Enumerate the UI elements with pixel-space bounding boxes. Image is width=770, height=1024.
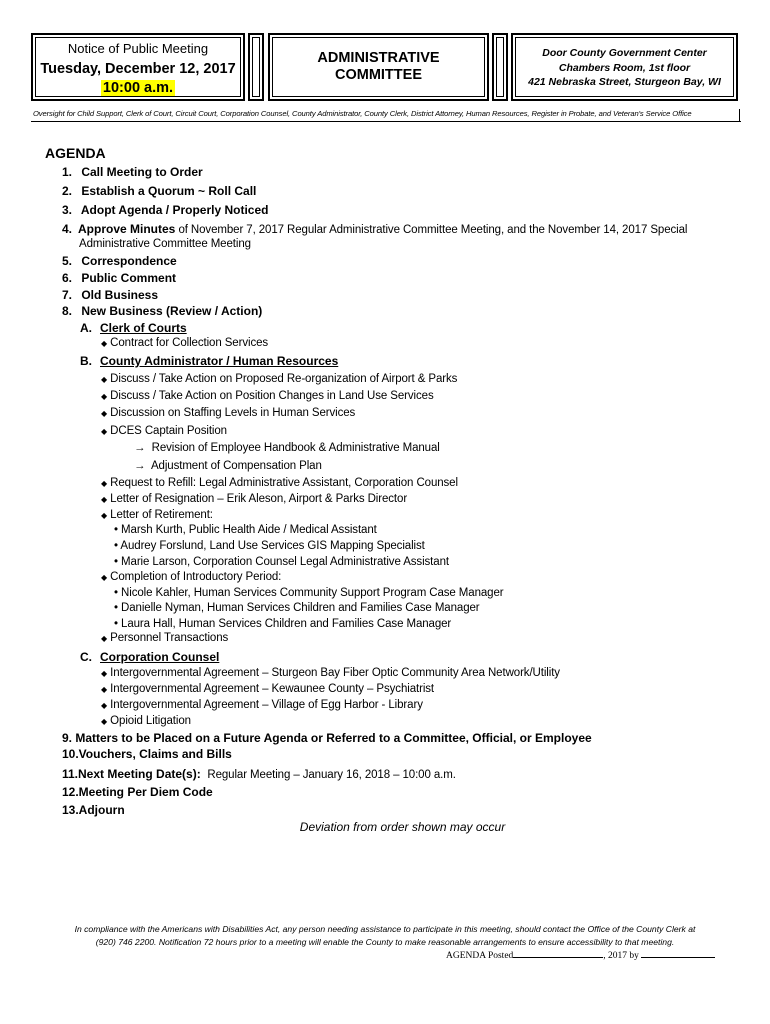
section-c-heading bbox=[80, 650, 219, 664]
oversight-text: Oversight for Child Support, Clerk of Court, Circuit Court, Corporation Counsel, County Administrator, County Clerk, District Attorney, Human Resources, Register in Probate, and Veteran's Service Office bbox=[33, 109, 692, 118]
section-title: Clerk of Courts bbox=[100, 321, 187, 335]
item-number: 4. bbox=[62, 222, 73, 236]
meeting-time: 10:00 a.m. bbox=[102, 80, 174, 96]
diamond-bullet-icon: ◆ bbox=[101, 701, 108, 710]
agenda-item-9: 9. Matters to be Placed on a Future Agenda or Referred to a Committee, Official, or Employee bbox=[62, 731, 592, 745]
meeting-date: Tuesday, December 12, 2017 bbox=[40, 61, 236, 77]
diamond-bullet-icon: ◆ bbox=[101, 717, 108, 726]
agenda-item-3 bbox=[62, 203, 268, 217]
diamond-bullet-icon: ◆ bbox=[101, 573, 108, 582]
posted-year: , 2017 by bbox=[603, 951, 639, 961]
item-label: Call Meeting to Order bbox=[81, 165, 203, 179]
dot-bullet-icon: • bbox=[114, 556, 118, 568]
section-b-item bbox=[101, 425, 227, 437]
committee-name-line1: ADMINISTRATIVE bbox=[317, 50, 440, 66]
section-c-item bbox=[101, 667, 560, 679]
posted-label: AGENDA Posted bbox=[446, 951, 514, 961]
item-text: Completion of Introductory Period: bbox=[110, 571, 282, 583]
item-number: 6. bbox=[62, 271, 73, 285]
item-text: Personnel Transactions bbox=[110, 632, 229, 644]
section-letter: C. bbox=[80, 650, 92, 664]
section-a-item bbox=[101, 337, 268, 349]
item-number: 2. bbox=[62, 184, 73, 198]
section-title: Corporation Counsel bbox=[100, 650, 220, 664]
diamond-bullet-icon: ◆ bbox=[101, 634, 108, 643]
arrow-right-icon: → bbox=[134, 442, 146, 454]
item-label: Correspondence bbox=[81, 254, 177, 268]
dot-bullet-icon: • bbox=[114, 587, 118, 599]
item-label: New Business (Review / Action) bbox=[81, 304, 263, 318]
item-text: Opioid Litigation bbox=[110, 715, 191, 727]
item-text: Discuss / Take Action on Position Changes in Land Use Services bbox=[110, 390, 434, 402]
agenda-title: AGENDA bbox=[45, 145, 106, 161]
notice-label: Notice of Public Meeting bbox=[67, 41, 209, 56]
committee-name bbox=[272, 50, 485, 84]
section-b-item bbox=[101, 509, 213, 521]
section-b-item bbox=[101, 373, 457, 385]
item-text: Intergovernmental Agreement – Kewaunee County – Psychiatrist bbox=[110, 683, 435, 695]
posted-by-blank bbox=[641, 949, 715, 958]
diamond-bullet-icon: ◆ bbox=[101, 409, 108, 418]
section-a-heading bbox=[80, 321, 187, 335]
section-c-item bbox=[101, 699, 423, 711]
posted-date-blank bbox=[513, 949, 603, 958]
item-label: Approve Minutes bbox=[78, 222, 176, 236]
item-text: DCES Captain Position bbox=[110, 425, 227, 437]
agenda-item-10: 10.Vouchers, Claims and Bills bbox=[62, 747, 232, 761]
ada-notice-line2: (920) 746 2200. Notification 72 hours prior to a meeting will enable the County to make reasonable arrangements to ensure accessibility to that meeting. bbox=[95, 937, 675, 947]
item-text: Discuss / Take Action on Proposed Re-organization of Airport & Parks bbox=[110, 373, 458, 385]
header-separator-right-inner bbox=[496, 37, 504, 97]
item-text: Laura Hall, Human Services Children and Families Case Manager bbox=[121, 618, 452, 630]
section-b-subitem bbox=[114, 587, 504, 599]
agenda-item-7 bbox=[62, 288, 158, 302]
item-text: Discussion on Staffing Levels in Human Services bbox=[110, 407, 356, 419]
agenda-item-6 bbox=[62, 271, 176, 285]
section-b-subitem bbox=[114, 540, 425, 552]
diamond-bullet-icon: ◆ bbox=[101, 392, 108, 401]
section-b-heading bbox=[80, 354, 338, 368]
item-label: 11.Next Meeting Date(s): bbox=[62, 767, 201, 781]
agenda-item-8 bbox=[62, 304, 262, 318]
section-letter: B. bbox=[80, 354, 92, 368]
section-b-subitem bbox=[114, 524, 377, 536]
item-text: Danielle Nyman, Human Services Children and Families Case Manager bbox=[121, 602, 480, 614]
item-number: 1. bbox=[62, 165, 73, 179]
diamond-bullet-icon: ◆ bbox=[101, 479, 108, 488]
section-b-item bbox=[101, 407, 355, 419]
agenda-item-4-continued: Administrative Committee Meeting bbox=[79, 238, 251, 250]
section-b-item bbox=[101, 477, 458, 489]
agenda-item-2 bbox=[62, 184, 256, 198]
section-b-subitem bbox=[134, 442, 440, 454]
item-label: Public Comment bbox=[81, 271, 177, 285]
item-label: Old Business bbox=[81, 288, 159, 302]
item-text: Intergovernmental Agreement – Village of Egg Harbor - Library bbox=[110, 699, 423, 711]
section-title: County Administrator / Human Resources bbox=[100, 354, 339, 368]
item-text: of November 7, 2017 Regular Administrative Committee Meeting, and the November 14, 2017 Special bbox=[175, 224, 688, 236]
dot-bullet-icon: • bbox=[114, 524, 118, 536]
diamond-bullet-icon: ◆ bbox=[101, 375, 108, 384]
committee-name-line2: COMMITTEE bbox=[335, 67, 422, 83]
item-text: Marie Larson, Corporation Counsel Legal Administrative Assistant bbox=[121, 556, 449, 568]
section-c-item bbox=[101, 715, 191, 727]
item-text: Intergovernmental Agreement – Sturgeon Bay Fiber Optic Community Area Network/Utility bbox=[110, 667, 560, 679]
agenda-item-1 bbox=[62, 165, 203, 179]
diamond-bullet-icon: ◆ bbox=[101, 685, 108, 694]
item-text: Adjustment of Compensation Plan bbox=[150, 460, 322, 472]
item-text: Marsh Kurth, Public Health Aide / Medical Assistant bbox=[121, 524, 377, 536]
diamond-bullet-icon: ◆ bbox=[101, 495, 108, 504]
venue-line1: Door County Government Center bbox=[542, 47, 707, 59]
item-text: Audrey Forslund, Land Use Services GIS Mapping Specialist bbox=[120, 540, 425, 552]
diamond-bullet-icon: ◆ bbox=[101, 669, 108, 678]
item-text: Nicole Kahler, Human Services Community Support Program Case Manager bbox=[121, 587, 504, 599]
ada-notice-line1: In compliance with the Americans with Disabilities Act, any person needing assistance to participate in this meeting, should contact the Office of the County Clerk at bbox=[74, 924, 696, 934]
arrow-right-icon: → bbox=[134, 460, 146, 472]
venue-line2: Chambers Room, 1st floor bbox=[558, 61, 691, 74]
diamond-bullet-icon: ◆ bbox=[101, 339, 108, 348]
agenda-item-5 bbox=[62, 254, 177, 268]
section-b-subitem bbox=[134, 460, 322, 472]
venue-line3: 421 Nebraska Street, Sturgeon Bay, WI bbox=[528, 76, 721, 88]
item-text: Request to Refill: Legal Administrative Assistant, Corporation Counsel bbox=[110, 477, 458, 489]
agenda-item-12: 12.Meeting Per Diem Code bbox=[62, 785, 213, 799]
posted-line bbox=[446, 949, 715, 961]
item-number: 5. bbox=[62, 254, 73, 268]
section-b-subitem bbox=[114, 618, 451, 630]
meeting-time-wrap bbox=[35, 79, 241, 97]
section-b-subitem bbox=[114, 556, 449, 568]
agenda-item-4 bbox=[62, 222, 687, 236]
item-text: Regular Meeting – January 16, 2018 – 10:00 a.m. bbox=[207, 769, 456, 781]
item-number: 3. bbox=[62, 203, 73, 217]
section-c-item bbox=[101, 683, 434, 695]
section-b-item bbox=[101, 571, 281, 583]
header-divider bbox=[31, 121, 741, 122]
section-b-item bbox=[101, 632, 228, 644]
item-text: Revision of Employee Handbook & Administrative Manual bbox=[151, 442, 440, 454]
item-number: 7. bbox=[62, 288, 73, 302]
diamond-bullet-icon: ◆ bbox=[101, 427, 108, 436]
item-text: Contract for Collection Services bbox=[110, 337, 269, 349]
item-text: Letter of Retirement: bbox=[110, 509, 213, 521]
dot-bullet-icon: • bbox=[114, 618, 118, 630]
venue bbox=[515, 46, 734, 90]
section-b-subitem bbox=[114, 602, 480, 614]
section-b-item bbox=[101, 493, 407, 505]
agenda-item-11 bbox=[62, 767, 456, 781]
diamond-bullet-icon: ◆ bbox=[101, 511, 108, 520]
header-separator-left-inner bbox=[252, 37, 260, 97]
item-text: Letter of Resignation – Erik Aleson, Airport & Parks Director bbox=[110, 493, 408, 505]
item-number: 8. bbox=[62, 304, 73, 318]
item-label: Adopt Agenda / Properly Noticed bbox=[80, 203, 269, 217]
agenda-item-13: 13.Adjourn bbox=[62, 803, 125, 817]
dot-bullet-icon: • bbox=[114, 602, 118, 614]
deviation-note: Deviation from order shown may occur bbox=[299, 820, 506, 834]
item-label: Establish a Quorum ~ Roll Call bbox=[81, 184, 257, 198]
header-divider-tick bbox=[739, 109, 740, 122]
section-letter: A. bbox=[80, 321, 92, 335]
section-b-item bbox=[101, 390, 434, 402]
dot-bullet-icon: • bbox=[114, 540, 118, 552]
